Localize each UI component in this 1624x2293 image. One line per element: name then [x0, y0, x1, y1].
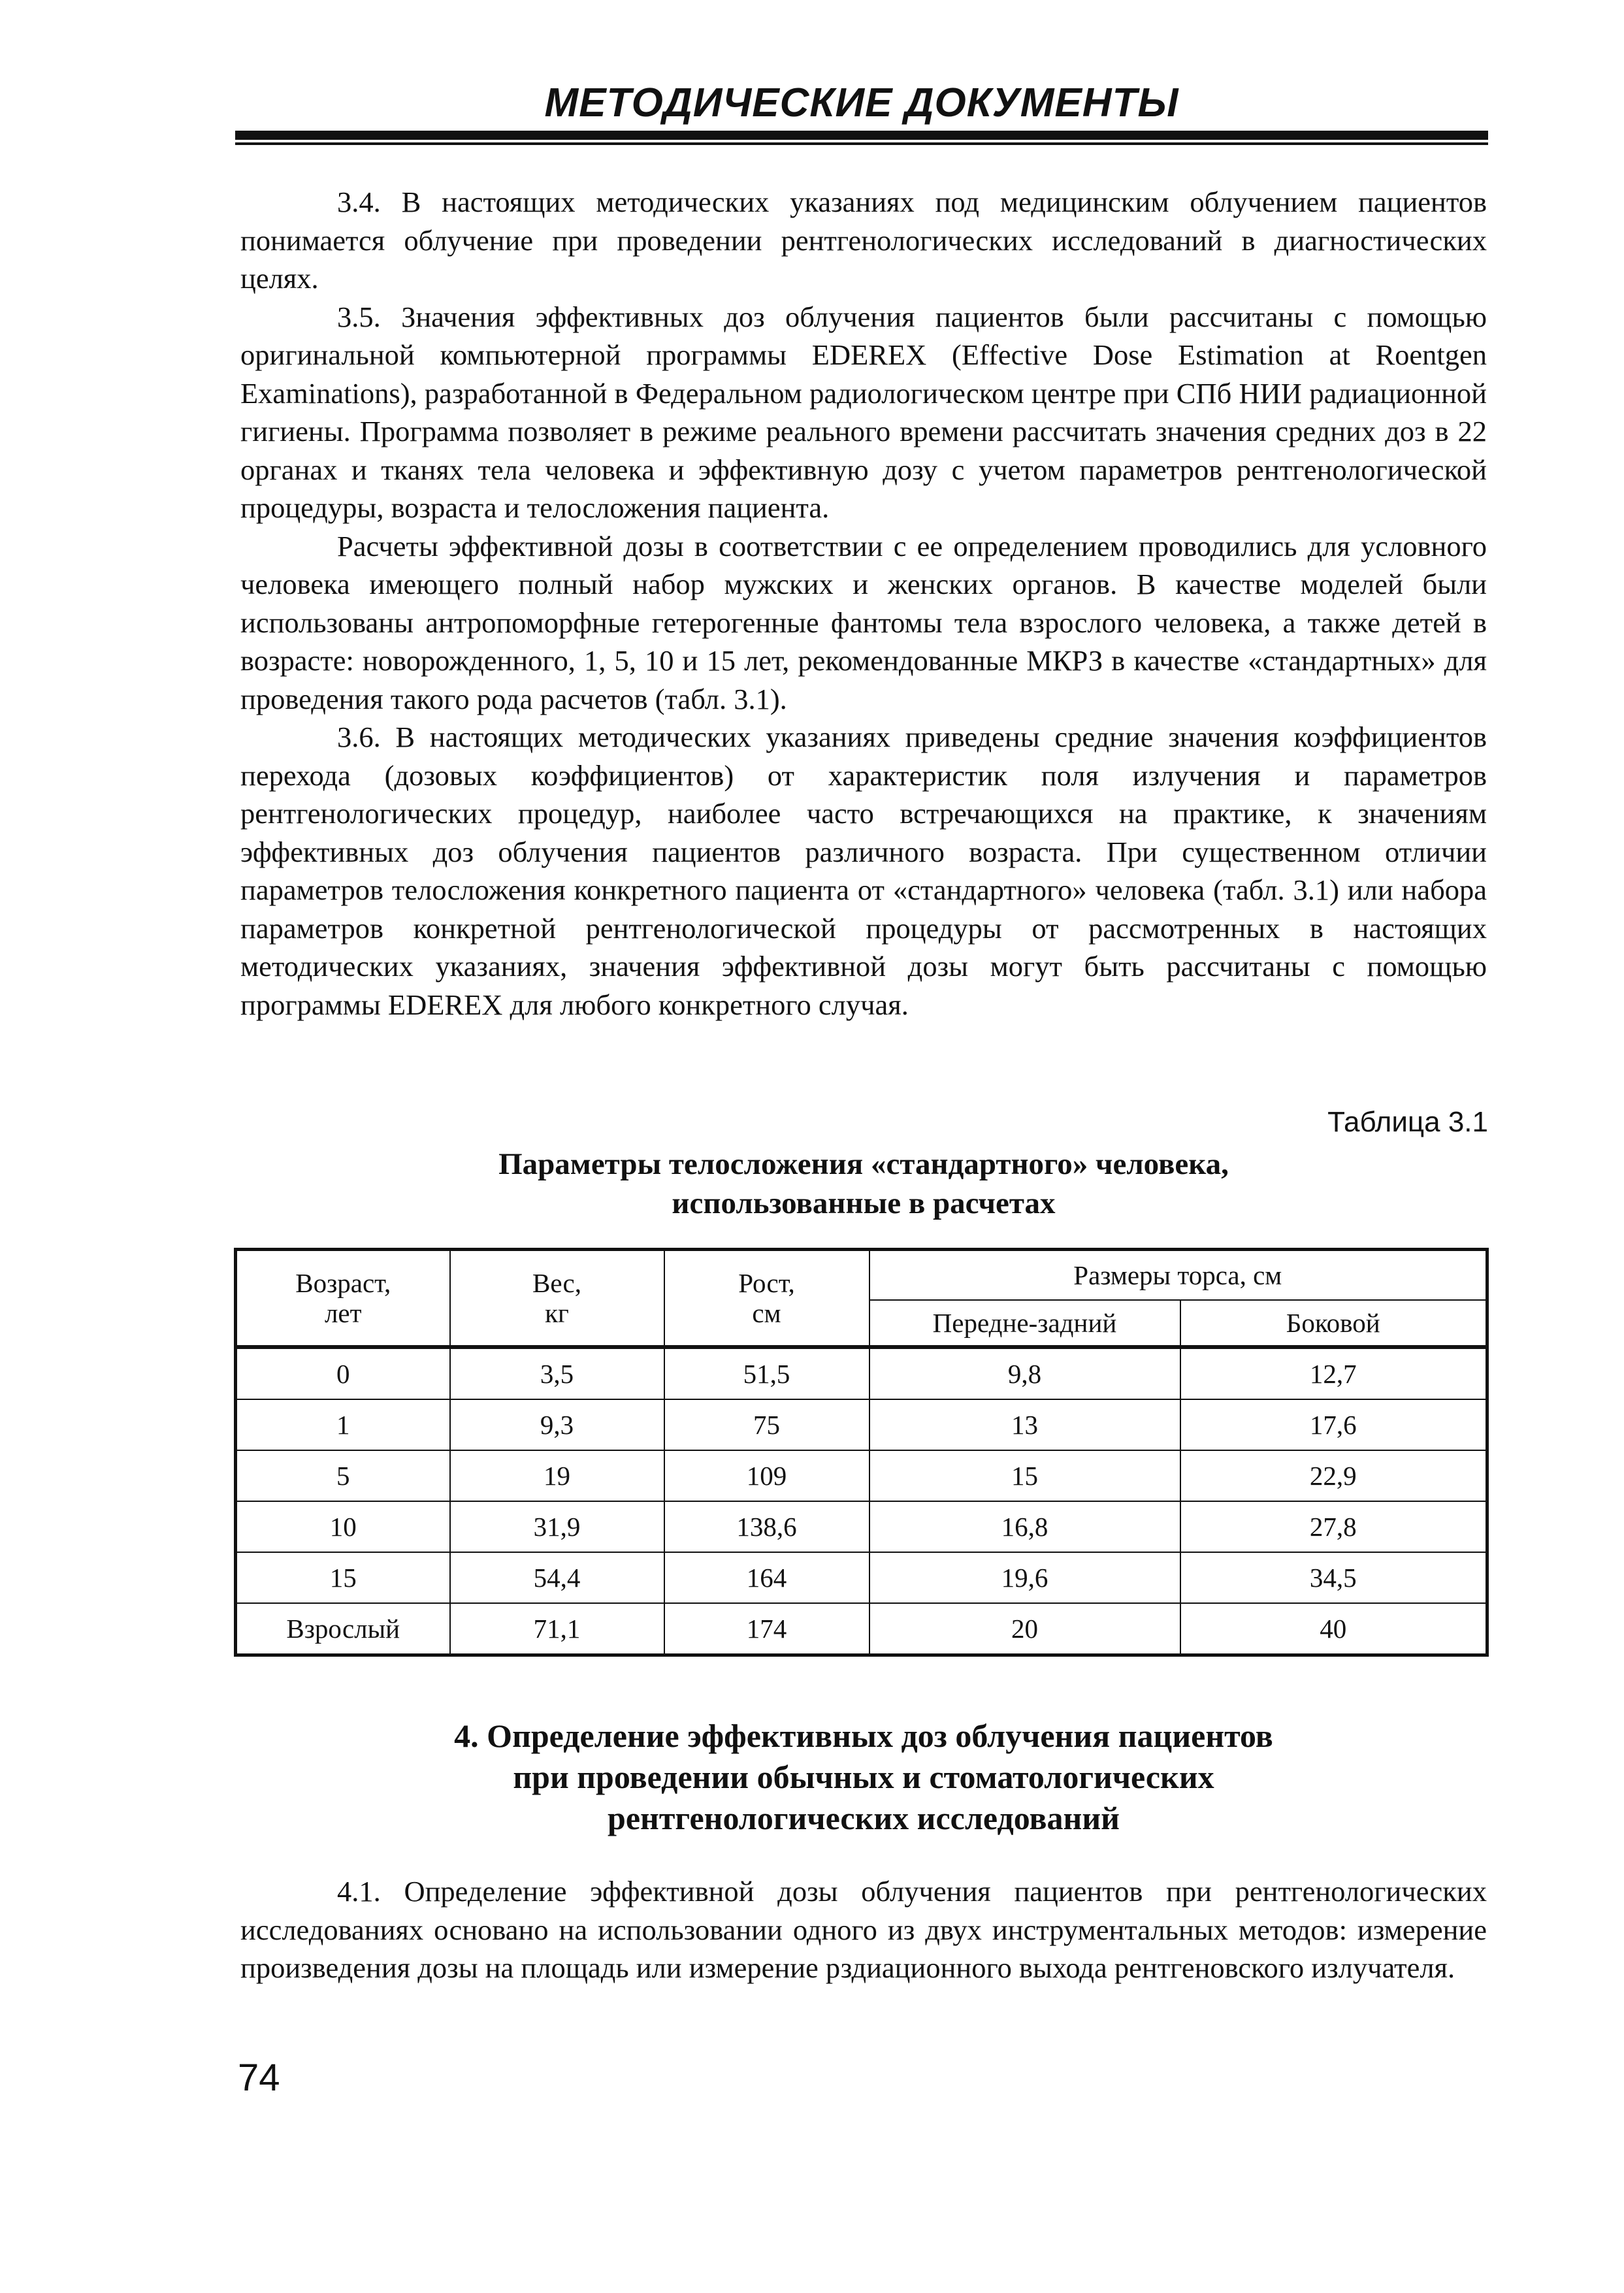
- table-row: [236, 1552, 1487, 1603]
- cell-height: 51,5: [664, 1347, 869, 1399]
- cell-age: 10: [236, 1501, 450, 1552]
- cell-age: 15: [236, 1552, 450, 1603]
- table-row: [236, 1501, 1487, 1552]
- header-weight-line2: кг: [545, 1298, 569, 1328]
- cell-height: 109: [664, 1450, 869, 1501]
- cell-age: 1: [236, 1399, 450, 1450]
- header-lateral: Боковой: [1180, 1300, 1487, 1347]
- cell-weight: 19: [450, 1450, 664, 1501]
- table-row: [236, 1450, 1487, 1501]
- cell-age: Взрослый: [236, 1603, 450, 1655]
- section-4-title-line1: 4. Определение эффективных доз облучения пациентов: [454, 1717, 1273, 1754]
- section-4-title: [240, 1716, 1487, 1839]
- cell-ap: 19,6: [869, 1552, 1180, 1603]
- header-title: МЕТОДИЧЕСКИЕ ДОКУМЕНТЫ: [544, 80, 1179, 125]
- table-title: [240, 1145, 1487, 1223]
- cell-ap: 16,8: [869, 1501, 1180, 1552]
- header-age-line1: Возраст,: [295, 1268, 391, 1298]
- cell-weight: 31,9: [450, 1501, 664, 1552]
- paragraph-3-4: 3.4. В настоящих методических указаниях под медицинским облучением пациентов понимается облучение при проведении рентгенологических исследований в диагностических целях.: [240, 186, 1487, 295]
- cell-weight: 9,3: [450, 1399, 664, 1450]
- cell-height: 164: [664, 1552, 869, 1603]
- section-4-body: [240, 1872, 1487, 1987]
- header-rule-thick: [235, 131, 1488, 140]
- cell-lateral: 27,8: [1180, 1501, 1487, 1552]
- page-number: 74: [238, 2057, 280, 2099]
- header-height: [664, 1250, 869, 1348]
- header-torso: Размеры торса, см: [869, 1250, 1487, 1301]
- cell-weight: 71,1: [450, 1603, 664, 1655]
- cell-ap: 20: [869, 1603, 1180, 1655]
- body-text: [240, 183, 1487, 1024]
- cell-age: 0: [236, 1347, 450, 1399]
- section-4-title-line3: рентгенологических исследований: [608, 1800, 1120, 1836]
- cell-lateral: 40: [1180, 1603, 1487, 1655]
- cell-lateral: 17,6: [1180, 1399, 1487, 1450]
- cell-lateral: 12,7: [1180, 1347, 1487, 1399]
- section-4-title-line2: при проведении обычных и стоматологических: [513, 1759, 1214, 1795]
- paragraph-dose-calculation: Расчеты эффективной дозы в соответствии с ее определением проводились для условного человека имеющего полный набор мужских и женских органов. В качестве моделей были использованы антропоморфные гетерогенные фантомы тела взрослого человека, а также детей в возрасте: новорожденного, 1, 5, 10 и 15 лет, рекомендованные МКРЗ в качестве «стандартных» для проведения такого рода расчетов (табл. 3.1).: [240, 529, 1487, 715]
- cell-height: 75: [664, 1399, 869, 1450]
- table-row: [236, 1399, 1487, 1450]
- table-title-line2: использованные в расчетах: [672, 1186, 1056, 1220]
- header-weight: [450, 1250, 664, 1348]
- cell-lateral: 22,9: [1180, 1450, 1487, 1501]
- table-row: [236, 1603, 1487, 1655]
- cell-height: 138,6: [664, 1501, 869, 1552]
- cell-ap: 13: [869, 1399, 1180, 1450]
- header-height-line1: Рост,: [738, 1268, 795, 1298]
- body-parameters-table: [234, 1248, 1489, 1657]
- table-header-row: [236, 1250, 1487, 1301]
- cell-lateral: 34,5: [1180, 1552, 1487, 1603]
- header-age: [236, 1250, 450, 1348]
- paragraph-3-6: 3.6. В настоящих методических указаниях приведены средние значения коэффициентов перехода (дозовых коэффициентов) от характеристик поля излучения и параметров рентгенологических процедур, наиболее часто встречающихся на практике, к значениям эффективных доз облучения пациентов различного возраста. При существенном отличии параметров телосложения конкретного пациента от «стандартного» человека (табл. 3.1) или набора параметров конкретной рентгенологической процедуры от рассмотренных в настоящих методических указаниях, значения эффективной дозы могут быть рассчитаны с помощью программы EDEREX для любого конкретного случая.: [240, 721, 1487, 1021]
- header-rule-thin: [235, 142, 1488, 145]
- paragraph-4-1: 4.1. Определение эффективной дозы облучения пациентов при рентгенологических исследованиях основано на использовании одного из двух инструментальных методов: измерение произведения дозы на площадь или измерение рздиационного выхода рентгеновского излучателя.: [240, 1875, 1487, 1984]
- table-label: Таблица 3.1: [1327, 1106, 1488, 1138]
- cell-weight: 3,5: [450, 1347, 664, 1399]
- table-row: [236, 1347, 1487, 1399]
- header-age-line2: лет: [324, 1298, 362, 1328]
- table-title-line1: Параметры телосложения «стандартного» человека,: [498, 1147, 1229, 1181]
- paragraph-3-5: 3.5. Значения эффективных доз облучения пациентов были рассчитаны с помощью оригинальной компьютерной программы EDEREX (Effective Dose Estimation at Roentgen Examinations), разработанной в Федеральном радиологическом центре при СПб НИИ радиационной гигиены. Программа позволяет в режиме реального времени рассчитать значения средних доз в 22 органах и тканях тела человека и эффективную дозу с учетом параметров рентгенологической процедуры, возраста и телосложения пациента.: [240, 300, 1487, 524]
- header-anteroposterior: Передне-задний: [869, 1300, 1180, 1347]
- cell-height: 174: [664, 1603, 869, 1655]
- cell-age: 5: [236, 1450, 450, 1501]
- cell-ap: 15: [869, 1450, 1180, 1501]
- cell-ap: 9,8: [869, 1347, 1180, 1399]
- header-height-line2: см: [752, 1298, 781, 1328]
- cell-weight: 54,4: [450, 1552, 664, 1603]
- header-weight-line1: Вес,: [532, 1268, 581, 1298]
